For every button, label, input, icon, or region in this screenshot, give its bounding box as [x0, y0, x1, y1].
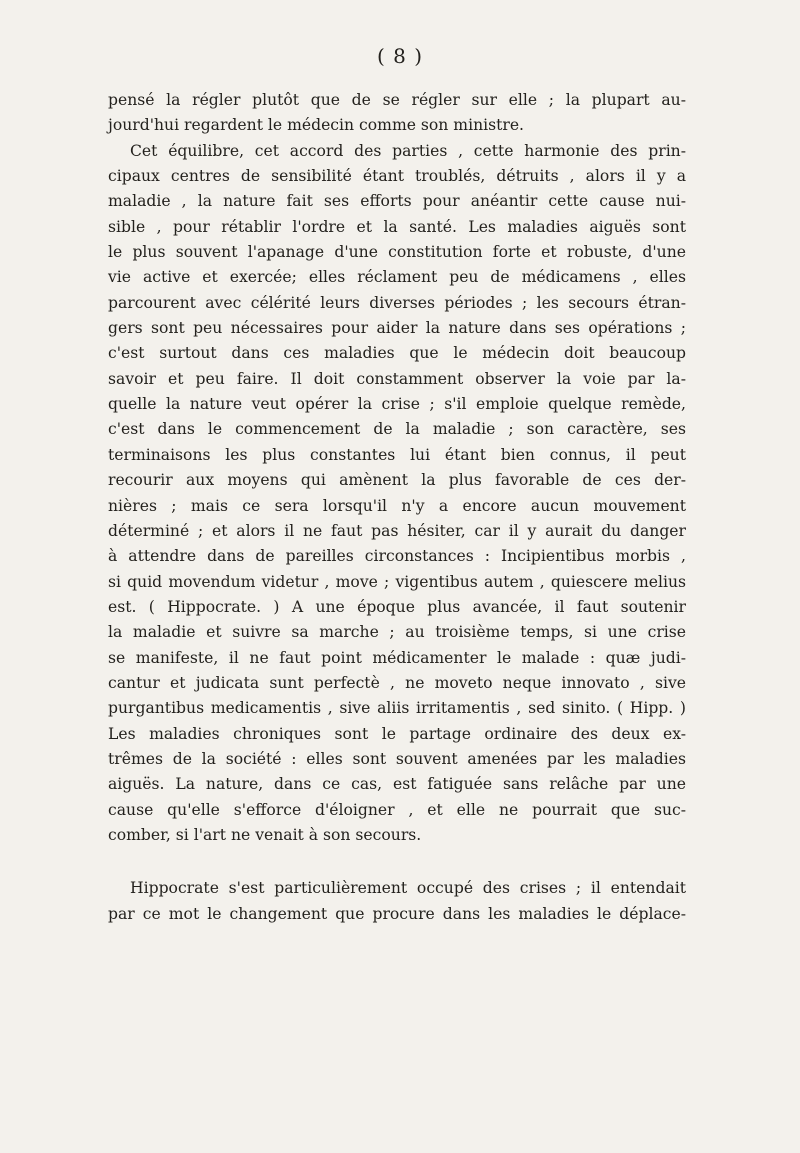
text-line: est. ( Hippocrate. ) A une époque plus avancée, il faut soutenir	[108, 597, 686, 616]
text-line: cantur et judicata sunt perfectè , ne moveto neque innovato , sive	[108, 673, 686, 692]
text-line: si quid movendum videtur , move ; vigentibus autem , quiescere melius	[108, 572, 686, 591]
text-line: cause qu'elle s'efforce d'éloigner , et elle ne pourrait que suc-	[108, 800, 686, 819]
text-line: la maladie et suivre sa marche ; au troisième temps, si une crise	[108, 623, 686, 642]
text-line: savoir et peu faire. Il doit constamment observer la voie par la-	[108, 369, 686, 388]
page-number: ( 8 )	[376, 44, 424, 68]
text-line: Les maladies chroniques sont le partage ordinaire des deux ex-	[108, 724, 686, 743]
text-line: maladie , la nature fait ses efforts pour anéantir cette cause nui-	[108, 192, 686, 211]
text-line: pensé la régler plutôt que de se régler sur elle ; la plupart au-	[108, 91, 686, 109]
text-line: jourd'hui regardent le médecin comme son ministre.	[108, 116, 525, 135]
text-line: purgantibus medicamentis , sive aliis irritamentis , sed sinito. ( Hipp. )	[108, 699, 686, 718]
text-line: gers sont peu nécessaires pour aider la nature dans ses opérations ;	[108, 319, 686, 338]
text-line: c'est surtout dans ces maladies que le médecin doit beaucoup	[108, 344, 686, 363]
text-line: quelle la nature veut opérer la crise ; s'il emploie quelque remède,	[108, 395, 686, 414]
text-line: déterminé ; et alors il ne faut pas hésiter, car il y aurait du danger	[108, 521, 686, 540]
text-line: parcourent avec célérité leurs diverses périodes ; les secours étran-	[108, 293, 686, 312]
text-line: Cet équilibre, cet accord des parties , cette harmonie des prin-	[130, 141, 686, 160]
text-line: comber, si l'art ne venait à son secours.	[108, 825, 422, 844]
text-line: aiguës. La nature, dans ce cas, est fatiguée sans relâche par une	[108, 775, 686, 794]
text-line: c'est dans le commencement de la maladie ; son caractère, ses	[108, 420, 686, 439]
text-line: nières ; mais ce sera lorsqu'il n'y a encore aucun mouvement	[108, 496, 686, 515]
paragraph-gap	[108, 848, 686, 876]
text-line: le plus souvent l'apanage d'une constitution forte et robuste, d'une	[108, 243, 686, 262]
text-line: par ce mot le changement que procure dans les maladies le déplace-	[108, 904, 686, 923]
text-line: Hippocrate s'est particulièrement occupé des crises ; il entendait	[130, 879, 686, 898]
text-line: trêmes de la société : elles sont souvent amenées par les maladies	[108, 749, 686, 768]
text-line: vie active et exercée; elles réclament peu de médicamens , elles	[108, 268, 686, 287]
text-line: se manifeste, il ne faut point médicamenter le malade : quæ judi-	[108, 648, 686, 667]
text-line: cipaux centres de sensibilité étant troublés, détruits , alors il y a	[108, 167, 686, 186]
text-line: recourir aux moyens qui amènent la plus favorable de ces der-	[108, 471, 686, 490]
text-line: terminaisons les plus constantes lui étant bien connus, il peut	[108, 445, 686, 464]
body-text	[108, 88, 686, 927]
text-line: à attendre dans de pareilles circonstances : Incipientibus morbis ,	[108, 547, 686, 566]
text-line: sible , pour rétablir l'ordre et la santé. Les maladies aiguës sont	[108, 217, 686, 236]
